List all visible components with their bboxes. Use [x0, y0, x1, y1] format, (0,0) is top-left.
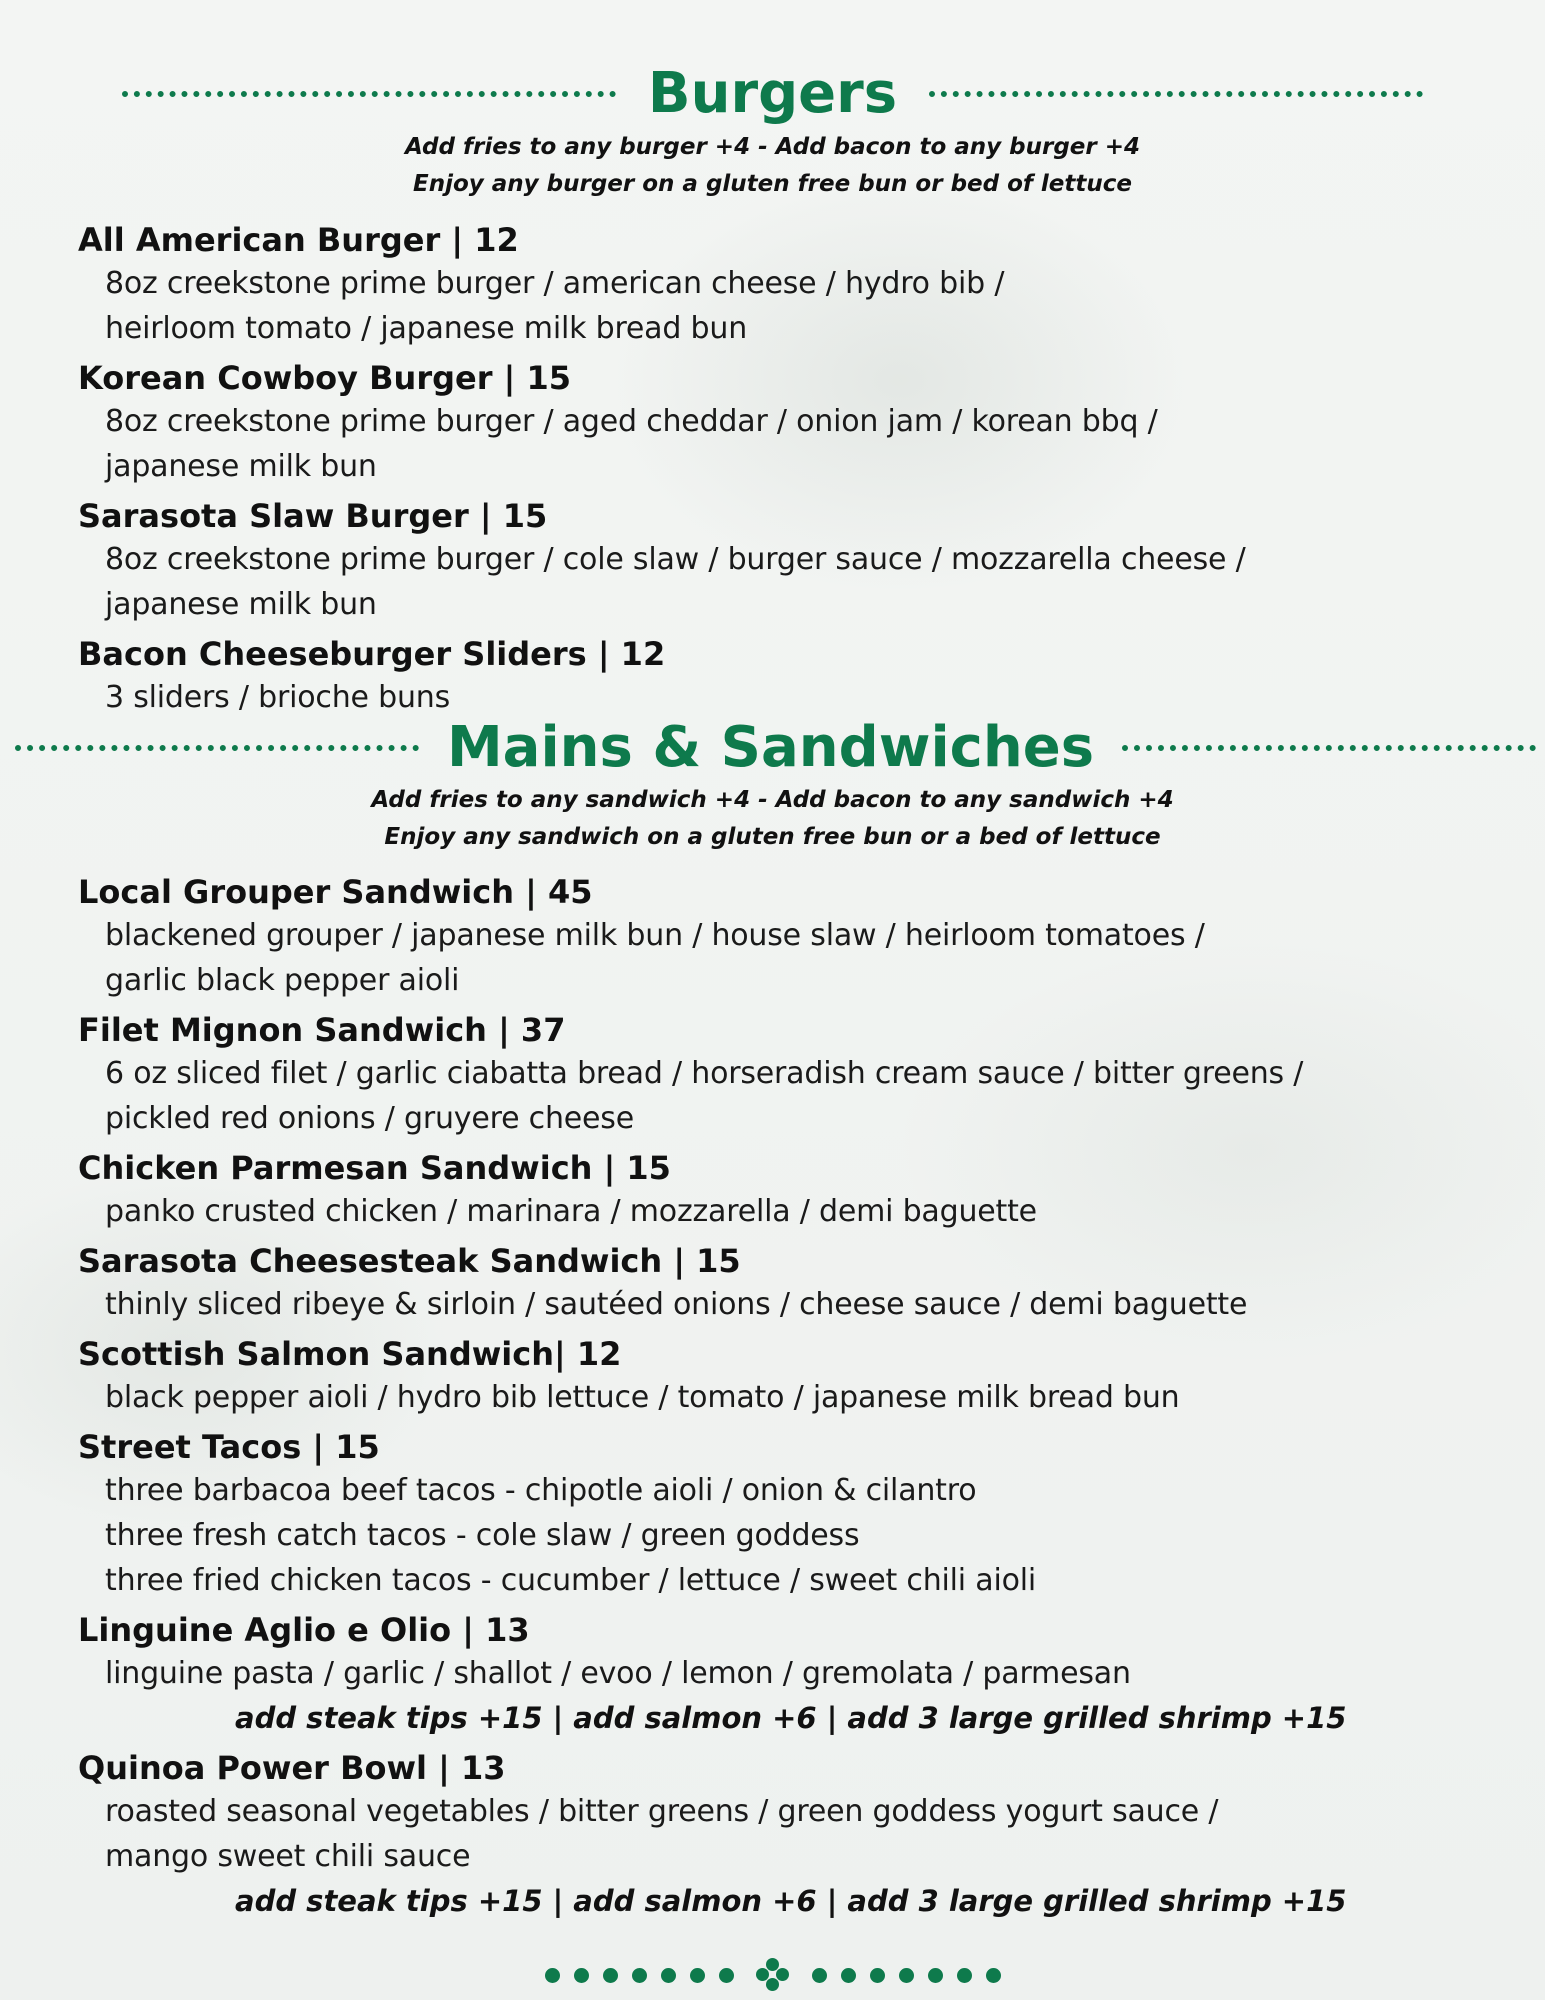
- list-item: [78, 1009, 1505, 1141]
- item-description: 3 sliders / brioche buns: [105, 680, 451, 715]
- list-item: [78, 1747, 1505, 1924]
- item-description: japanese milk bun: [105, 587, 377, 622]
- item-title: Scottish Salmon Sandwich| 12: [78, 1335, 622, 1373]
- item-description: pickled red onions / gruyere cheese: [105, 1101, 634, 1136]
- mains-note-2: Enjoy any sandwich on a gluten free bun or a bed of lettuce: [384, 824, 1161, 850]
- list-item: [78, 1426, 1505, 1603]
- item-description: 8oz creekstone prime burger / aged cheddar / onion jam / korean bbq /: [105, 404, 1158, 439]
- list-item: [78, 495, 1505, 627]
- item-description: roasted seasonal vegetables / bitter greens / green goddess yogurt sauce /: [105, 1794, 1219, 1829]
- item-title: Local Grouper Sandwich | 45: [78, 873, 593, 911]
- divider-dots-right: [1122, 745, 1536, 751]
- item-description: japanese milk bun: [105, 449, 377, 484]
- item-description: three fried chicken tacos - cucumber / lettuce / sweet chili aioli: [105, 1563, 1037, 1598]
- item-description: three fresh catch tacos - cole slaw / green goddess: [105, 1518, 860, 1553]
- list-item: [78, 1609, 1505, 1741]
- item-description: 8oz creekstone prime burger / cole slaw / burger sauce / mozzarella cheese /: [105, 542, 1246, 577]
- footer-dots-left: [545, 1968, 734, 1983]
- item-description: panko crusted chicken / marinara / mozzarella / demi baguette: [105, 1194, 1037, 1229]
- item-title: All American Burger | 12: [78, 221, 519, 259]
- section-title-burgers: Burgers: [647, 61, 898, 126]
- item-description: 6 oz sliced filet / garlic ciabatta bread / horseradish cream sauce / bitter greens /: [105, 1056, 1304, 1091]
- divider-dots-left: [15, 745, 419, 751]
- burgers-section-header: [0, 62, 1545, 126]
- mains-section-header: [0, 716, 1545, 780]
- list-item: [78, 871, 1505, 1003]
- item-description: black pepper aioli / hydro bib lettuce / tomato / japanese milk bread bun: [105, 1380, 1180, 1415]
- footer-dots-right: [812, 1968, 1001, 1983]
- item-description: garlic black pepper aioli: [105, 963, 460, 998]
- item-title: Street Tacos | 15: [78, 1428, 380, 1466]
- item-title: Bacon Cheeseburger Sliders | 12: [78, 635, 666, 673]
- list-item: [78, 357, 1505, 489]
- item-description: blackened grouper / japanese milk bun / house slaw / heirloom tomatoes /: [105, 918, 1205, 953]
- item-addons: add steak tips +15 | add salmon +6 | add 3 large grilled shrimp +15: [235, 1701, 1347, 1735]
- item-title: Filet Mignon Sandwich | 37: [78, 1011, 566, 1049]
- list-item: [78, 1240, 1505, 1327]
- item-description: 8oz creekstone prime burger / american cheese / hydro bib /: [105, 266, 1005, 301]
- divider-dots-left: [122, 91, 616, 97]
- list-item: [78, 633, 1505, 720]
- item-description: heirloom tomato / japanese milk bread bun: [105, 311, 748, 346]
- divider-dots-right: [929, 91, 1423, 97]
- mains-note-1: Add fries to any sandwich +4 - Add bacon to any sandwich +4: [371, 787, 1174, 813]
- item-title: Korean Cowboy Burger | 15: [78, 359, 571, 397]
- item-description: three barbacoa beef tacos - chipotle aioli / onion & cilantro: [105, 1473, 977, 1508]
- clover-icon: [756, 1958, 790, 1992]
- list-item: [78, 1333, 1505, 1420]
- item-addons: add steak tips +15 | add salmon +6 | add 3 large grilled shrimp +15: [235, 1884, 1347, 1918]
- footer-ornament: [0, 1958, 1545, 1992]
- burgers-note-1: Add fries to any burger +4 - Add bacon to any burger +4: [404, 134, 1141, 160]
- list-item: [78, 1147, 1505, 1234]
- burgers-list: [78, 219, 1505, 720]
- item-description: mango sweet chili sauce: [105, 1839, 471, 1874]
- item-title: Linguine Aglio e Olio | 13: [78, 1611, 530, 1649]
- item-title: Sarasota Cheesesteak Sandwich | 15: [78, 1242, 741, 1280]
- item-title: Chicken Parmesan Sandwich | 15: [78, 1149, 671, 1187]
- item-title: Quinoa Power Bowl | 13: [78, 1749, 506, 1787]
- item-description: thinly sliced ribeye & sirloin / sautéed onions / cheese sauce / demi baguette: [105, 1287, 1248, 1322]
- item-description: linguine pasta / garlic / shallot / evoo / lemon / gremolata / parmesan: [105, 1656, 1131, 1691]
- burgers-note-2: Enjoy any burger on a gluten free bun or bed of lettuce: [412, 171, 1133, 197]
- mains-list: [78, 871, 1505, 1924]
- item-title: Sarasota Slaw Burger | 15: [78, 497, 548, 535]
- list-item: [78, 219, 1505, 351]
- section-title-mains: Mains & Sandwiches: [446, 715, 1095, 780]
